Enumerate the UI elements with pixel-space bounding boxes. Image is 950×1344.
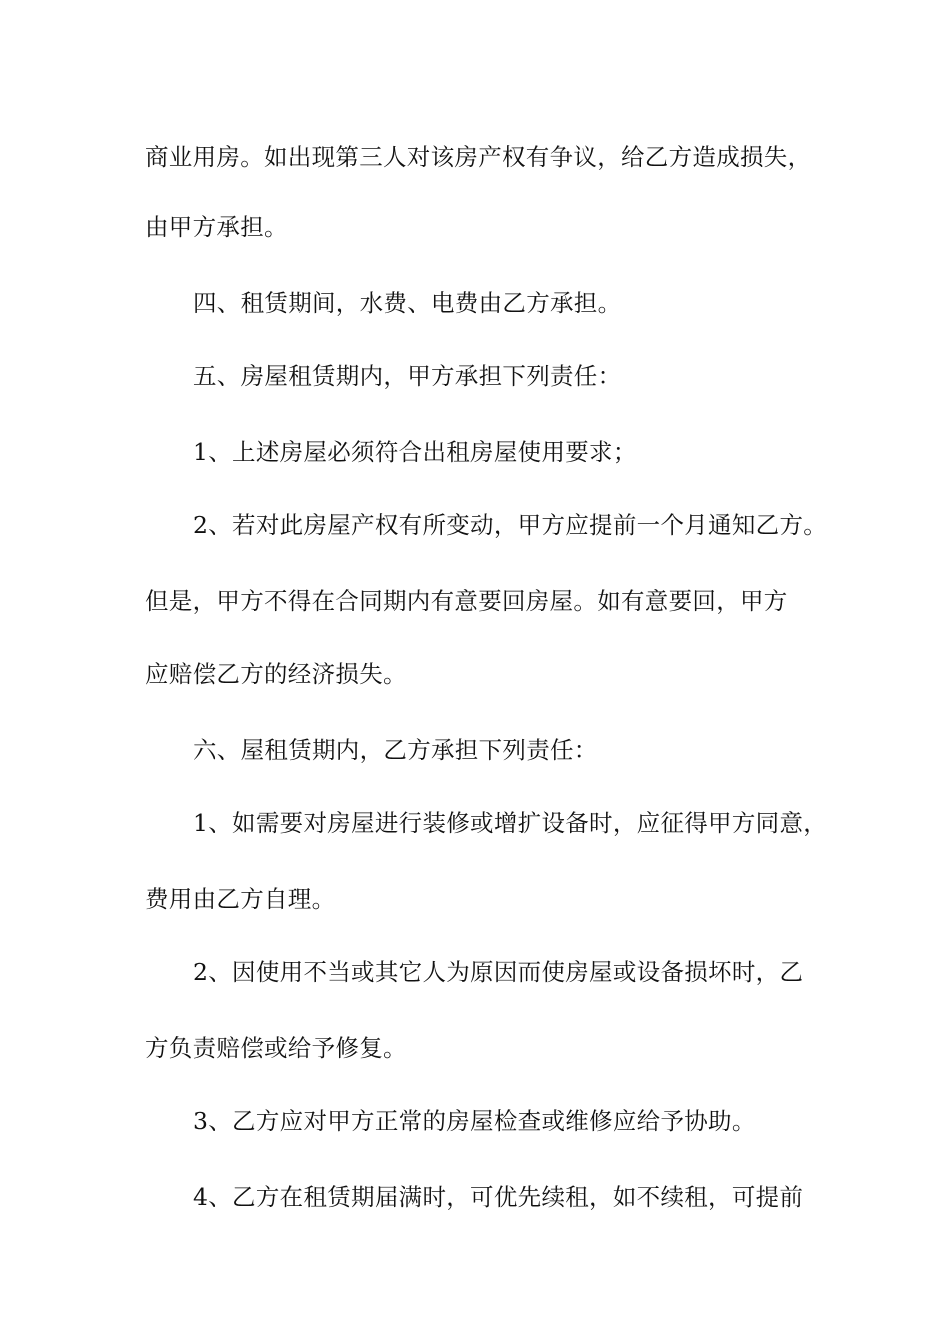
paragraph-line: 方负责赔偿或给予修复。 xyxy=(145,1034,407,1062)
paragraph-line: 应赔偿乙方的经济损失。 xyxy=(145,660,407,688)
paragraph-line: 3、乙方应对甲方正常的房屋检查或维修应给予协助。 xyxy=(193,1107,756,1135)
paragraph-line: 2、因使用不当或其它人为原因而使房屋或设备损坏时，乙 xyxy=(193,958,804,986)
paragraph-line: 但是，甲方不得在合同期内有意要回房屋。如有意要回，甲方 xyxy=(145,587,788,615)
paragraph-line: 2、若对此房屋产权有所变动，甲方应提前一个月通知乙方。 xyxy=(193,511,828,539)
paragraph-line: 1、上述房屋必须符合出租房屋使用要求； xyxy=(193,438,637,466)
paragraph-line: 商业用房。如出现第三人对该房产权有争议，给乙方造成损失， xyxy=(145,143,812,171)
paragraph-line: 4、乙方在租赁期届满时，可优先续租，如不续租，可提前 xyxy=(193,1183,804,1211)
paragraph-line: 费用由乙方自理。 xyxy=(145,885,336,913)
paragraph-line: 1、如需要对房屋进行装修或增扩设备时，应征得甲方同意， xyxy=(193,809,828,837)
paragraph-line: 由甲方承担。 xyxy=(145,213,288,241)
paragraph-line: 六、屋租赁期内，乙方承担下列责任： xyxy=(193,736,598,764)
paragraph-line: 四、租赁期间，水费、电费由乙方承担。 xyxy=(193,289,622,317)
paragraph-line: 五、房屋租赁期内，甲方承担下列责任： xyxy=(193,362,622,390)
